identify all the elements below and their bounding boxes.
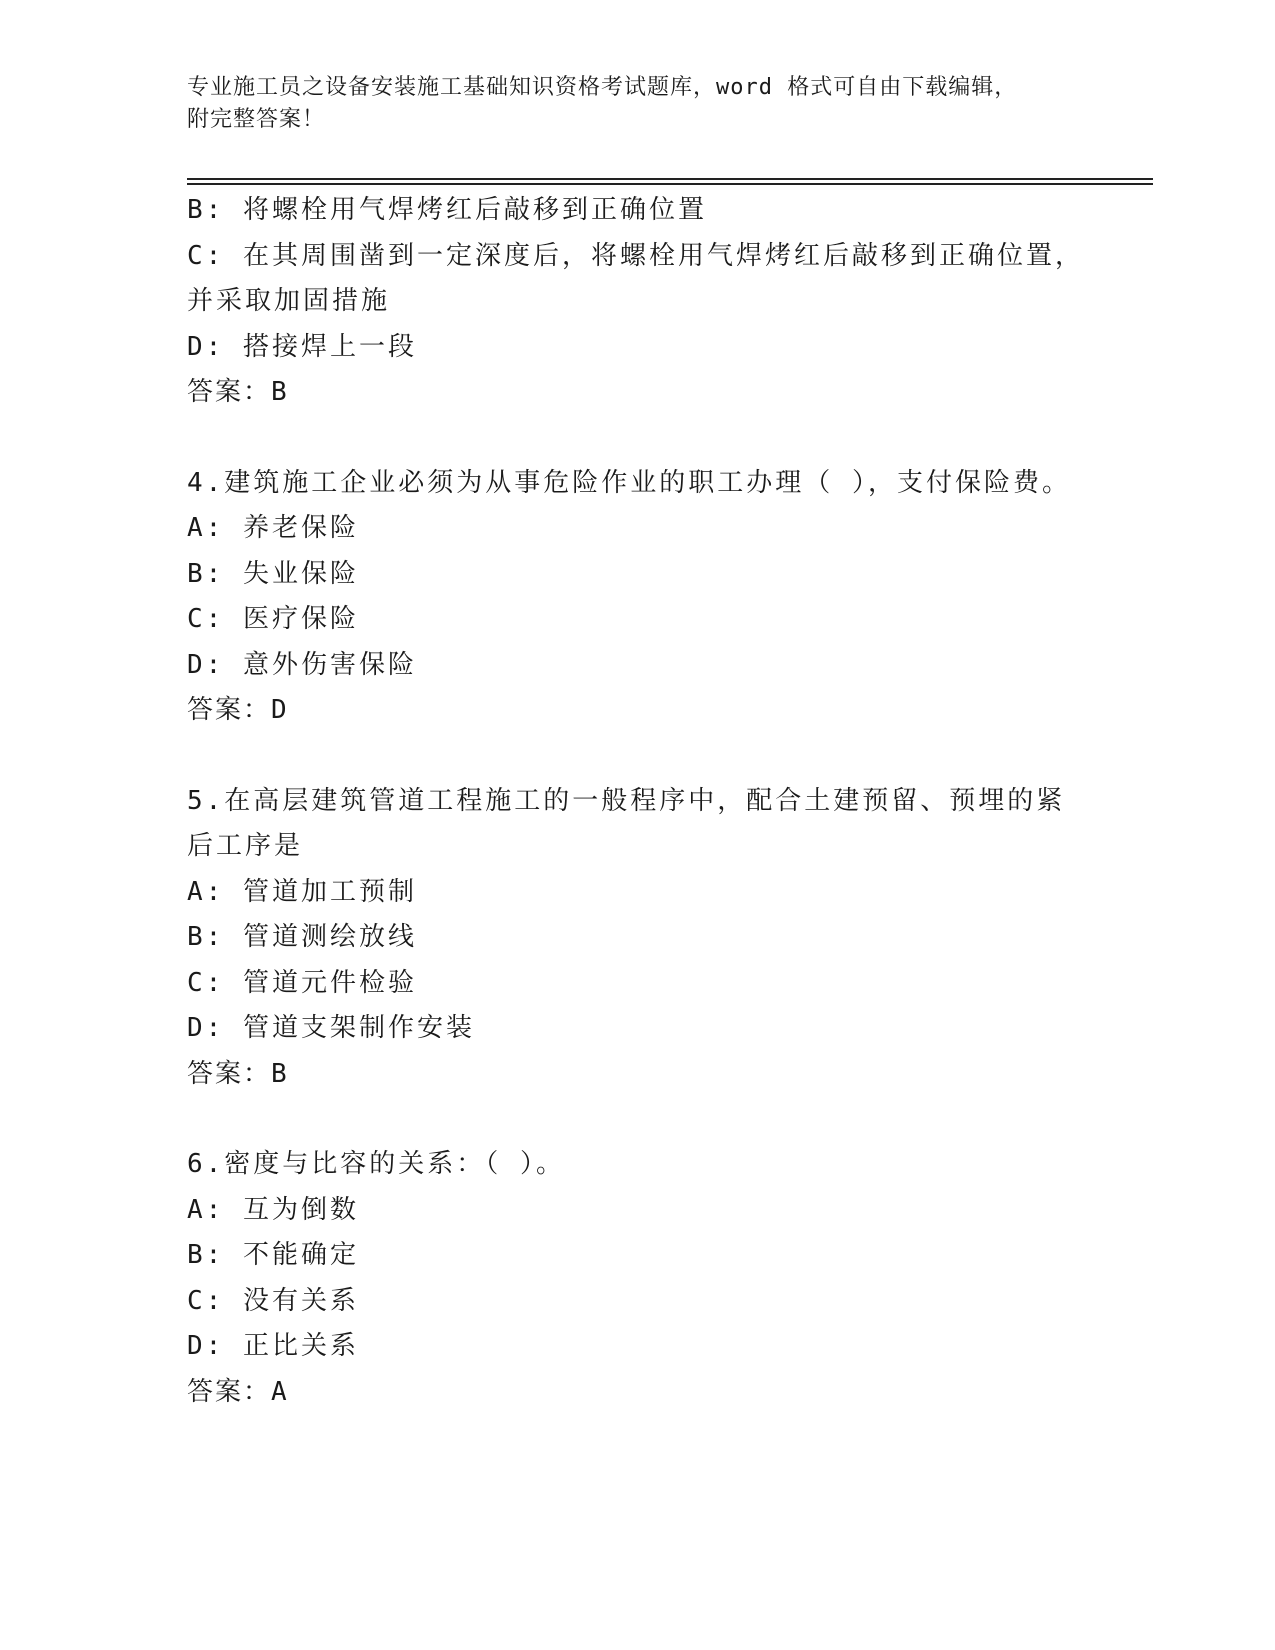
option-c: C: 在其周围凿到一定深度后，将螺栓用气焊烤红后敲移到正确位置， bbox=[187, 240, 1084, 271]
answer: 答案：D bbox=[187, 695, 289, 725]
divider-line-top bbox=[187, 178, 1153, 180]
question-5 bbox=[187, 779, 1067, 1098]
option-c: C: 没有关系 bbox=[187, 1285, 359, 1316]
option-d: D: 意外伤害保险 bbox=[187, 649, 417, 680]
option-b: B: 失业保险 bbox=[187, 558, 359, 589]
header-divider bbox=[187, 178, 1153, 185]
answer: 答案：B bbox=[187, 377, 289, 407]
option-b: B: 将螺栓用气焊烤红后敲移到正确位置 bbox=[187, 195, 707, 225]
question-3 bbox=[187, 188, 1084, 416]
divider-line-bottom bbox=[187, 183, 1153, 185]
option-d: D: 正比关系 bbox=[187, 1331, 359, 1361]
option-b: B: 不能确定 bbox=[187, 1240, 359, 1270]
question-list bbox=[187, 188, 1084, 1415]
option-d: D: 搭接焊上一段 bbox=[187, 331, 417, 362]
header-line-2: 附完整答案！ bbox=[187, 107, 326, 132]
question-stem: 4.建筑施工企业必须为从事危险作业的职工办理（ ），支付保险费。 bbox=[187, 467, 1071, 498]
question-4 bbox=[187, 461, 1071, 734]
question-stem: 6.密度与比容的关系：（ ）。 bbox=[187, 1149, 565, 1179]
answer: 答案：B bbox=[187, 1058, 289, 1089]
option-a: A: 互为倒数 bbox=[187, 1194, 359, 1225]
question-stem: 5.在高层建筑管道工程施工的一般程序中，配合土建预留、预埋的紧 bbox=[187, 785, 1066, 816]
question-stem-continued: 后工序是 bbox=[187, 831, 304, 861]
document-header bbox=[187, 72, 1067, 136]
question-6 bbox=[187, 1142, 1067, 1415]
option-d: D: 管道支架制作安装 bbox=[187, 1013, 475, 1043]
option-c: C: 医疗保险 bbox=[187, 604, 359, 634]
option-b: B: 管道测绘放线 bbox=[187, 922, 417, 952]
option-c-continued: 并采取加固措施 bbox=[187, 286, 391, 316]
option-a: A: 养老保险 bbox=[187, 513, 359, 543]
option-a: A: 管道加工预制 bbox=[187, 876, 417, 907]
header-line-1: 专业施工员之设备安装施工基础知识资格考试题库，word 格式可自由下载编辑， bbox=[187, 75, 1018, 100]
option-c: C: 管道元件检验 bbox=[187, 967, 417, 998]
answer: 答案：A bbox=[187, 1376, 289, 1407]
